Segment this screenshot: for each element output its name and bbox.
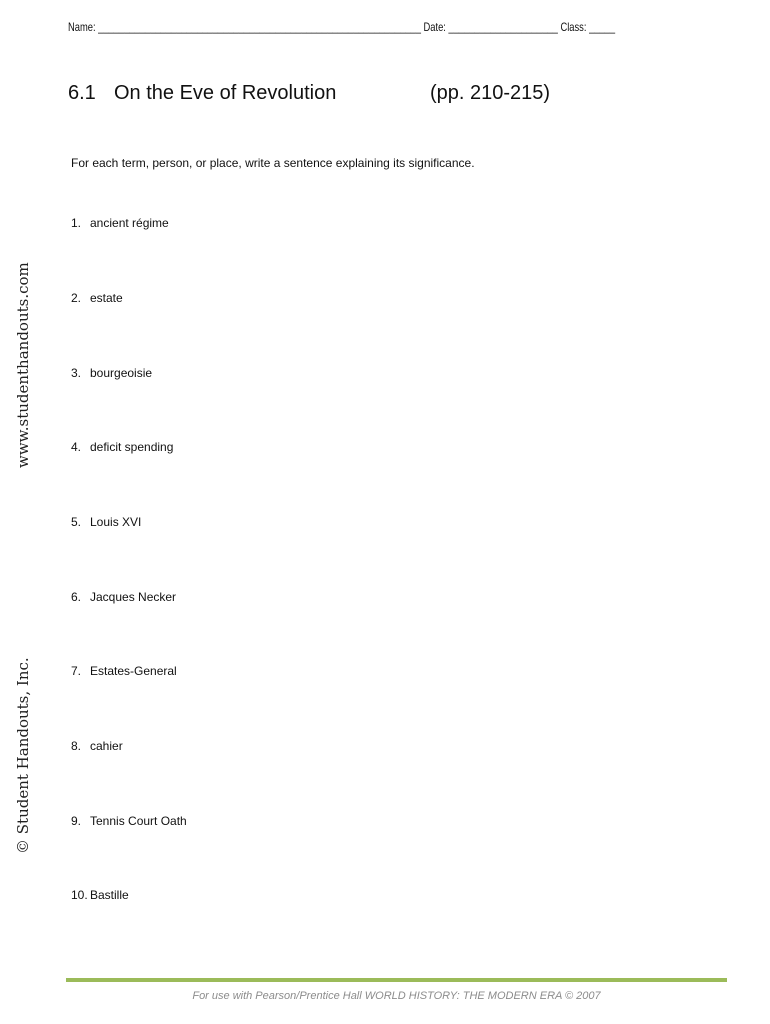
item-term: Bastille (90, 888, 129, 902)
item-number: 6. (71, 590, 82, 604)
header-fields (68, 20, 616, 38)
item-number: 9. (71, 814, 82, 828)
instructions: For each term, person, or place, write a sentence explaining its significance. (71, 156, 475, 170)
item-number: 10. (71, 888, 88, 902)
page-range: (pp. 210-215) (430, 82, 551, 104)
item-term: ancient régime (90, 216, 169, 230)
item-number: 4. (71, 440, 82, 454)
item-number: 7. (71, 664, 82, 678)
item-term: Tennis Court Oath (90, 814, 187, 828)
item-number: 1. (71, 216, 82, 230)
footer-citation: For use with Pearson/Prentice Hall WORLD HISTORY: THE MODERN ERA © 2007 (192, 990, 601, 1002)
class-label: Class: (560, 20, 587, 34)
date-label: Date: (423, 20, 446, 34)
date-blank: _____________________ (448, 20, 558, 34)
section-number: 6.1 (68, 82, 96, 104)
name-blank: ______________________________________________________________ (98, 20, 421, 34)
class-blank: _____ (589, 20, 616, 34)
name-label: Name: (68, 20, 96, 34)
page-title (68, 82, 588, 108)
footer-divider (66, 978, 727, 982)
item-term: Estates-General (90, 664, 177, 678)
item-number: 3. (71, 366, 82, 380)
item-term: Louis XVI (90, 515, 142, 529)
item-number: 2. (71, 291, 82, 305)
section-title: On the Eve of Revolution (114, 82, 337, 104)
sidebar-url: www.studenthandouts.com (14, 262, 32, 468)
item-term: estate (90, 291, 123, 305)
item-number: 8. (71, 739, 82, 753)
item-term: deficit spending (90, 440, 174, 454)
item-number: 5. (71, 515, 82, 529)
sidebar-copyright: © Student Handouts, Inc. (14, 657, 32, 854)
item-term: Jacques Necker (90, 590, 177, 604)
item-term: bourgeoisie (90, 366, 153, 380)
item-term: cahier (90, 739, 123, 753)
